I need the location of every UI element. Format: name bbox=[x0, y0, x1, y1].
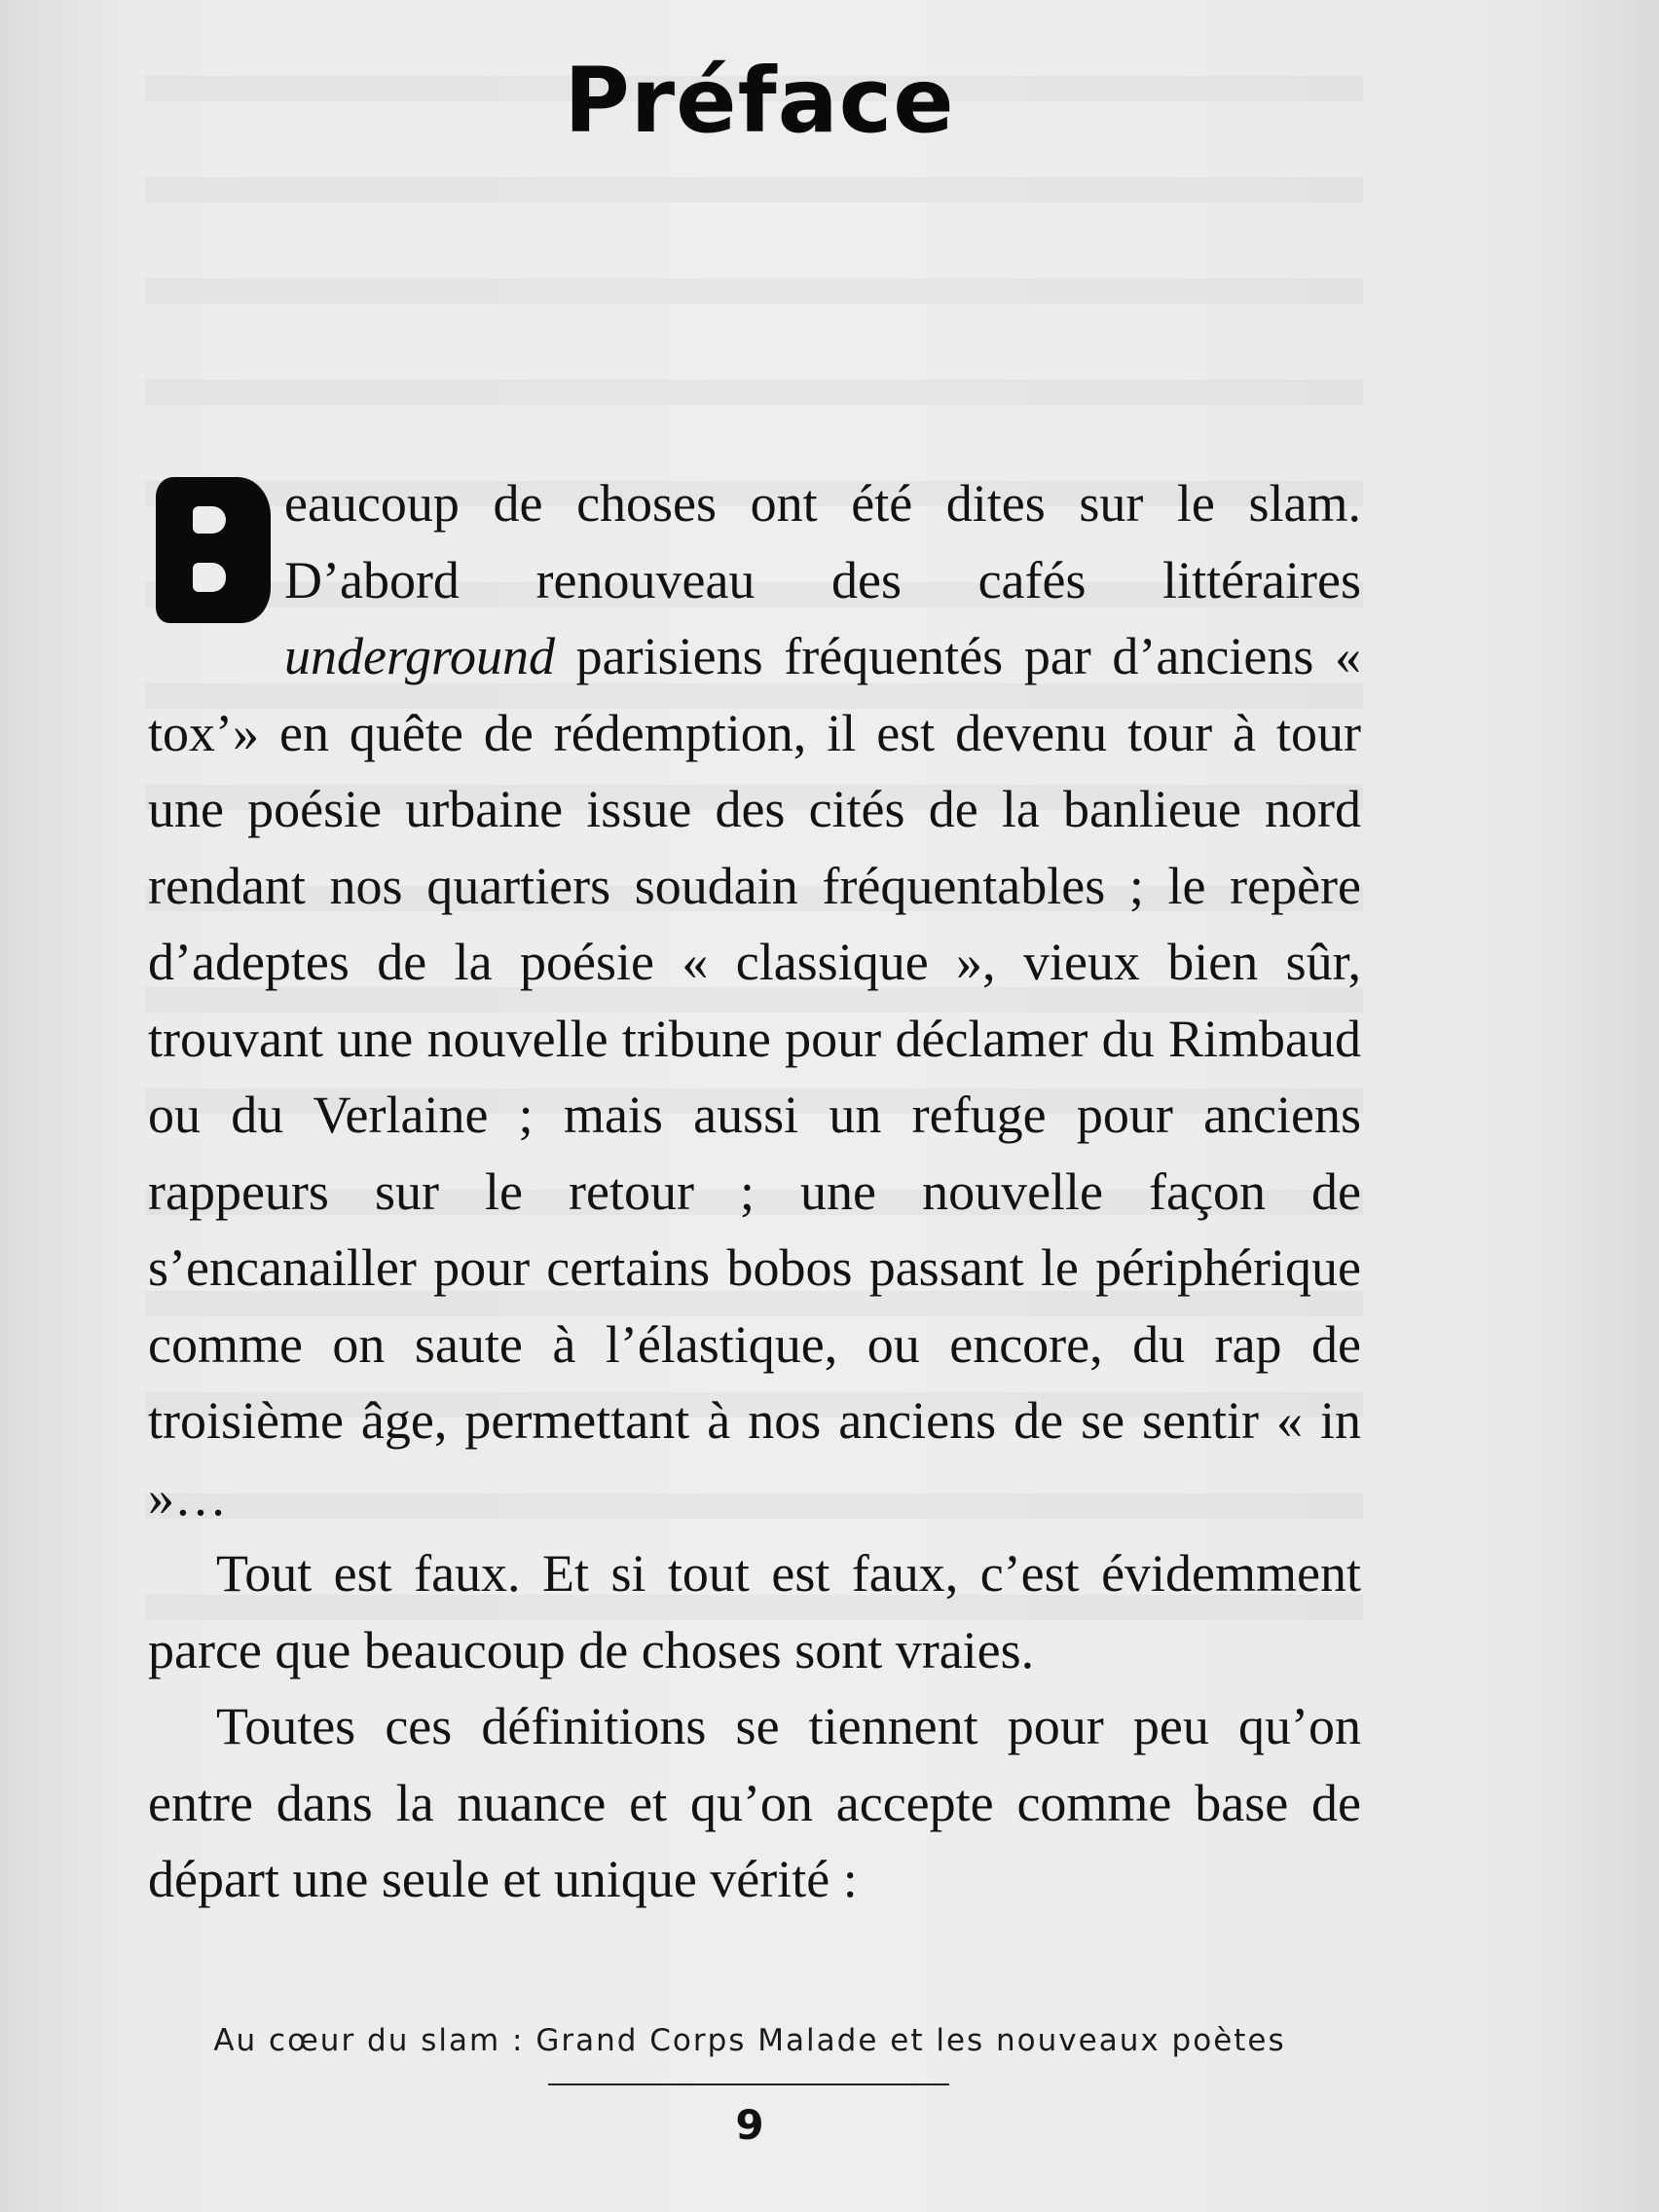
footer-divider bbox=[548, 2083, 949, 2085]
page-title: Préface bbox=[564, 49, 955, 153]
paragraph-1 bbox=[148, 465, 1361, 1535]
paragraph-3: Toutes ces définitions se tiennent pour peu qu’on entre dans la nuance et qu’on accepte comme base de départ une seule et unique vérité : bbox=[148, 1697, 1361, 1908]
page-number: 9 bbox=[735, 2101, 764, 2149]
running-footer-title: Au cœur du slam : Grand Corps Malade et les nouveaux poètes bbox=[213, 2023, 1286, 2058]
drop-cap bbox=[156, 477, 271, 623]
paragraph-1-rest: parisiens fréquentés par d’anciens « tox’» en quête de rédemption, il est devenu tour à tour une poésie urbaine issue des cités de la banlieue nord rendant nos quartiers soudain fréquentables ; le repère d’adeptes de la poésie « classique », vieux bien sûr, trouvant une nouvelle tribune pour déclamer du Rimbaud ou du Verlaine ; mais aussi un refuge pour anciens rappeurs sur le retour ; une nouvelle façon de s’encanailler pour certains bobos passant le périphérique comme on saute à l’élastique, ou encore, du rap de troisième âge, permettant à nos anciens de se sentir « in »… bbox=[148, 627, 1361, 1527]
paragraph-1-italic: underground bbox=[284, 627, 555, 685]
paragraph-2: Tout est faux. Et si tout est faux, c’est évidemment parce que beaucoup de choses sont vraies. bbox=[148, 1544, 1361, 1679]
body-text bbox=[148, 465, 1361, 1918]
paragraph-1-lead: eaucoup de choses ont été dites sur le slam. D’abord renouveau des cafés littéraires bbox=[284, 474, 1361, 609]
